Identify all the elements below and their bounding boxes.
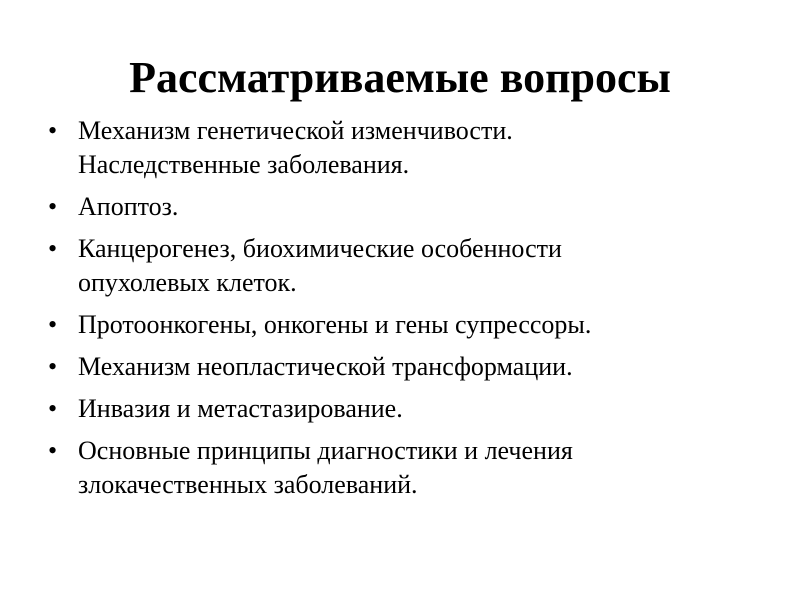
list-item xyxy=(40,190,760,224)
list-item-text: Апоптоз. xyxy=(78,192,179,221)
slide-title: Рассматриваемые вопросы xyxy=(129,53,671,102)
list-item xyxy=(40,434,760,502)
bullet-list xyxy=(40,114,760,510)
list-item-text: Механизм генетической изменчивости. xyxy=(78,116,513,145)
bullet-icon: • xyxy=(48,436,58,465)
list-item-text: злокачественных заболеваний. xyxy=(78,470,418,499)
list-item-text: Механизм неопластической трансформации. xyxy=(78,352,573,381)
list-item-text: Протоонкогены, онкогены и гены супрессоры. xyxy=(78,310,592,339)
list-item xyxy=(40,392,760,426)
bullet-icon: • xyxy=(48,310,58,339)
list-item-text: Наследственные заболевания. xyxy=(78,150,410,179)
bullet-icon: • xyxy=(48,116,58,145)
list-item-text: Основные принципы диагностики и лечения xyxy=(78,436,573,465)
list-item xyxy=(40,232,760,300)
list-item-text: опухолевых клеток. xyxy=(78,268,297,297)
bullet-icon: • xyxy=(48,192,58,221)
bullet-icon: • xyxy=(48,234,58,263)
list-item xyxy=(40,114,760,182)
bullet-icon: • xyxy=(48,352,58,381)
bullet-icon: • xyxy=(48,394,58,423)
list-item-text: Инвазия и метастазирование. xyxy=(78,394,403,423)
list-item-text: Канцерогенез, биохимические особенности xyxy=(78,234,562,263)
list-item xyxy=(40,350,760,384)
list-item xyxy=(40,308,760,342)
